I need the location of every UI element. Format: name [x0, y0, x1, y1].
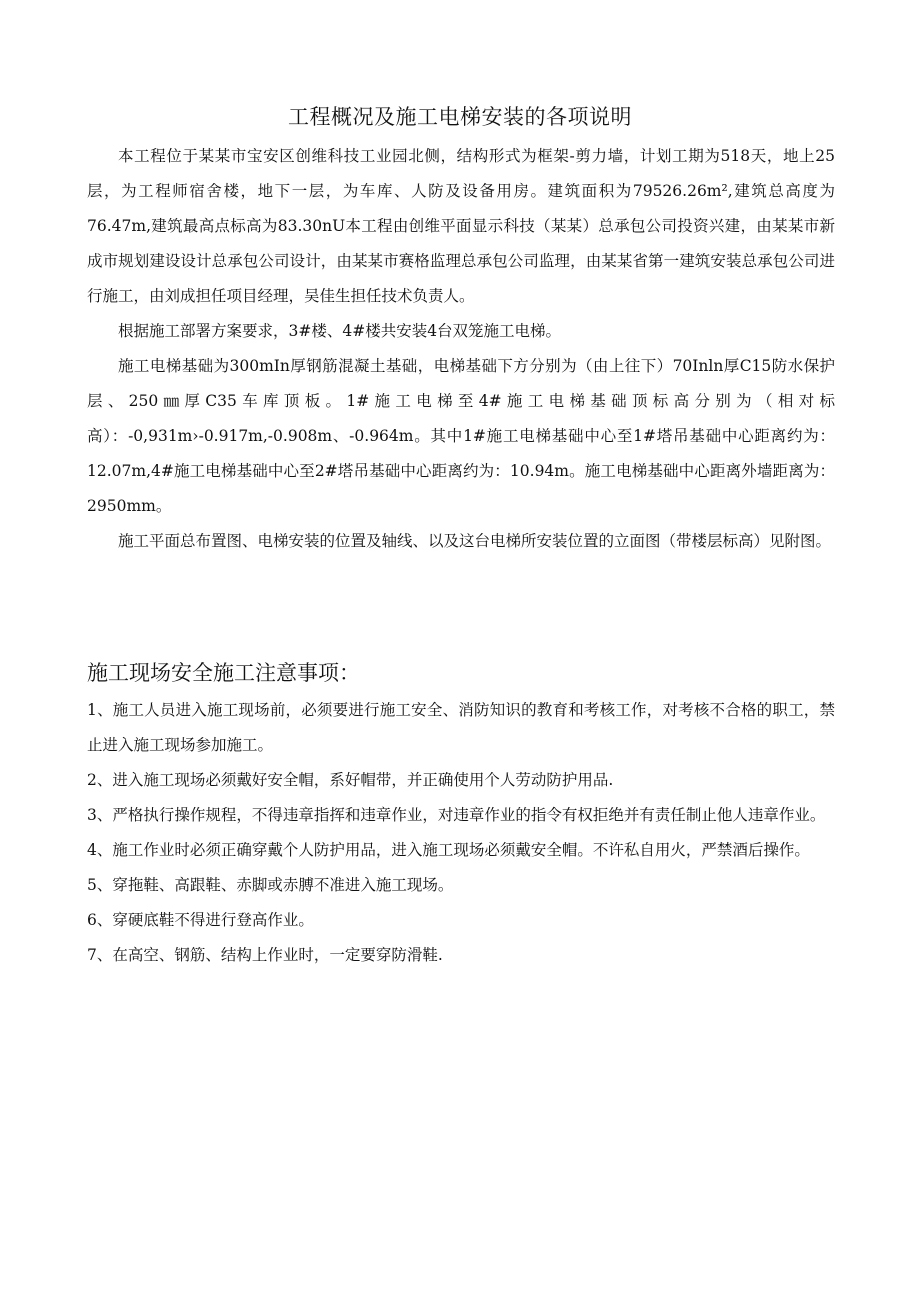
safety-item: 7、在高空、钢筋、结构上作业时，一定要穿防滑鞋.: [87, 946, 443, 964]
project-overview-section: [87, 139, 835, 559]
document-title: 工程概况及施工电梯安装的各项说明: [288, 105, 632, 129]
safety-items-list: [87, 693, 835, 973]
safety-item: 1、施工人员进入施工现场前，必须要进行施工安全、消防知识的教育和考核工作，对考核不合格的职工，禁止进入施工现场参加施工。: [87, 701, 835, 754]
safety-item: 3、严格执行操作规程，不得违章指挥和违章作业，对违章作业的指令有权拒绝并有责任制止他人违章作业。: [87, 806, 826, 824]
overview-paragraph-elevators: 根据施工部署方案要求，3#楼、4#楼共安装4台双笼施工电梯。: [118, 322, 562, 340]
safety-section-title: 施工现场安全施工注意事项：: [87, 661, 360, 685]
safety-item: 2、进入施工现场必须戴好安全帽，系好帽带，并正确使用个人劳动防护用品.: [87, 771, 614, 789]
safety-item: 5、穿拖鞋、高跟鞋、赤脚或赤膊不准进入施工现场。: [87, 876, 454, 894]
overview-paragraph-location: 本工程位于某某市宝安区创维科技工业园北侧，结构形式为框架-剪力墙，计划工期为518天，地上25层，为工程师宿舍楼，地下一层，为车库、人防及设备用房。建筑面积为79526.26m²,建筑总高度为76.47m,建筑最高点标高为83.30nU本工程由创维平面显示科技（某某）总承包公司投资兴建，由某某市新成市规划建设设计总承包公司设计，由某某市赛格监理总承包公司监理，由某某省第一建筑安装总承包公司进行施工，由刘成担任项目经理，吴佳生担任技术负责人。: [87, 147, 835, 305]
overview-paragraph-drawings: 施工平面总布置图、电梯安装的位置及轴线、以及这台电梯所安装位置的立面图（带楼层标高）见附图。: [118, 532, 832, 550]
overview-paragraph-foundation: 施工电梯基础为300mIn厚钢筋混凝土基础，电梯基础下方分别为（由上往下）70Inln厚C15防水保护层、250㎜厚C35车库顶板。1#施工电梯至4#施工电梯基础顶标高分别为（相对标高）：-0,931m›-0.917m,-0.908m、-0.964m。其中1#施工电梯基础中心至1#塔吊基础中心距离约为：12.07m,4#施工电梯基础中心至2#塔吊基础中心距离约为：10.94m。施工电梯基础中心距离外墙距离为：2950mm。: [87, 357, 835, 515]
safety-item: 6、穿硬底鞋不得进行登高作业。: [87, 911, 314, 929]
safety-item: 4、施工作业时必须正确穿戴个人防护用品，进入施工现场必须戴安全帽。不许私自用火，严禁酒后操作。: [87, 841, 810, 859]
